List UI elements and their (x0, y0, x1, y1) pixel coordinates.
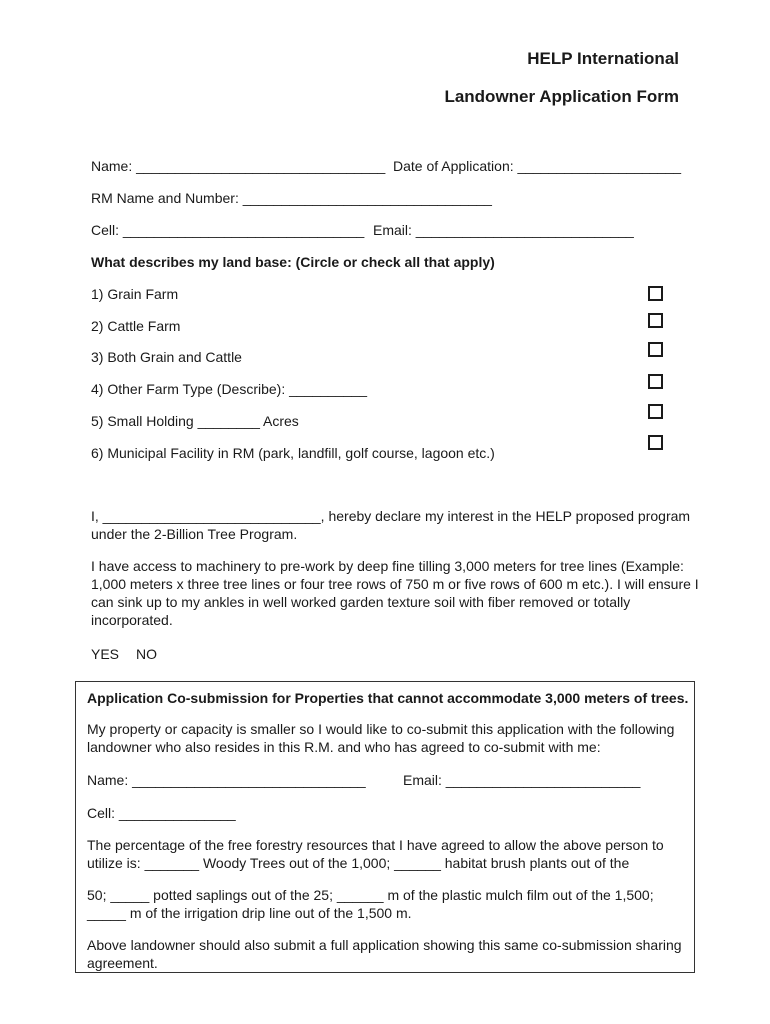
machinery-text: I have access to machinery to pre-work by deep fine tilling 3,000 meters for tree lines (Example: 1,000 meters x three tree lines or four tree rows of 750 m or five rows of 600 m etc.). I will ensure I can sink up to my ankles in well worked garden texture soil with fiber removed or totally incorporated. (91, 558, 699, 628)
land-base-question: What describes my land base: (Circle or check all that apply) (91, 254, 495, 270)
cosubmission-box (75, 681, 695, 973)
cosub-cell-field[interactable]: Cell: _______________ (87, 805, 236, 821)
cosub-footer: Above landowner should also submit a full application showing this same co-submission sharing agreement. (87, 937, 682, 971)
email-field[interactable]: Email: ____________________________ (373, 222, 634, 238)
checkbox-grain-farm[interactable] (648, 286, 663, 301)
checkbox-grain-and-cattle[interactable] (648, 342, 663, 357)
option-grain-and-cattle: 3) Both Grain and Cattle (91, 349, 242, 365)
option-other-farm: 4) Other Farm Type (Describe): __________ (91, 381, 367, 397)
option-cattle-farm: 2) Cattle Farm (91, 318, 181, 334)
declaration-text: I, ____________________________, hereby declare my interest in the HELP proposed program under the 2-Billion Tree Program. (91, 508, 691, 542)
cell-field[interactable]: Cell: _______________________________ (91, 222, 365, 238)
no-option[interactable]: NO (136, 646, 157, 662)
cosub-intro: My property or capacity is smaller so I would like to co-submit this application with the following landowner who also resides in this R.M. and who has agreed to co-submit with me: (87, 721, 675, 755)
checkbox-other-farm[interactable] (648, 374, 663, 389)
cosub-saplings: 50; _____ potted saplings out of the 25; ______ m of the plastic mulch film out of the 1,500; _____ m of the irrigation drip line out of the 1,500 m. (87, 887, 654, 921)
checkbox-small-holding[interactable] (648, 404, 663, 419)
cosub-name-field[interactable]: Name: ______________________________ (87, 772, 366, 788)
form-title: Landowner Application Form (444, 87, 679, 106)
option-small-holding: 5) Small Holding ________ Acres (91, 413, 299, 429)
yes-option[interactable]: YES (91, 646, 120, 662)
cosub-heading: Application Co-submission for Properties that cannot accommodate 3,000 meters of trees. (87, 690, 689, 706)
date-field[interactable]: Date of Application: _____________________ (393, 158, 682, 174)
cosub-percentage: The percentage of the free forestry resources that I have agreed to allow the above person to utilize is: _______ Woody Trees out of the 1,000; ______ habitat brush plants out of the (87, 837, 664, 871)
name-field[interactable]: Name: ________________________________ (91, 158, 386, 174)
option-grain-farm: 1) Grain Farm (91, 286, 179, 302)
option-municipal-facility: 6) Municipal Facility in RM (park, landfill, golf course, lagoon etc.) (91, 445, 495, 461)
rm-field[interactable]: RM Name and Number: ________________________________ (91, 190, 492, 206)
checkbox-municipal-facility[interactable] (648, 435, 663, 450)
cosub-email-field[interactable]: Email: _________________________ (403, 772, 641, 788)
org-title: HELP International (527, 49, 679, 68)
checkbox-cattle-farm[interactable] (648, 313, 663, 328)
